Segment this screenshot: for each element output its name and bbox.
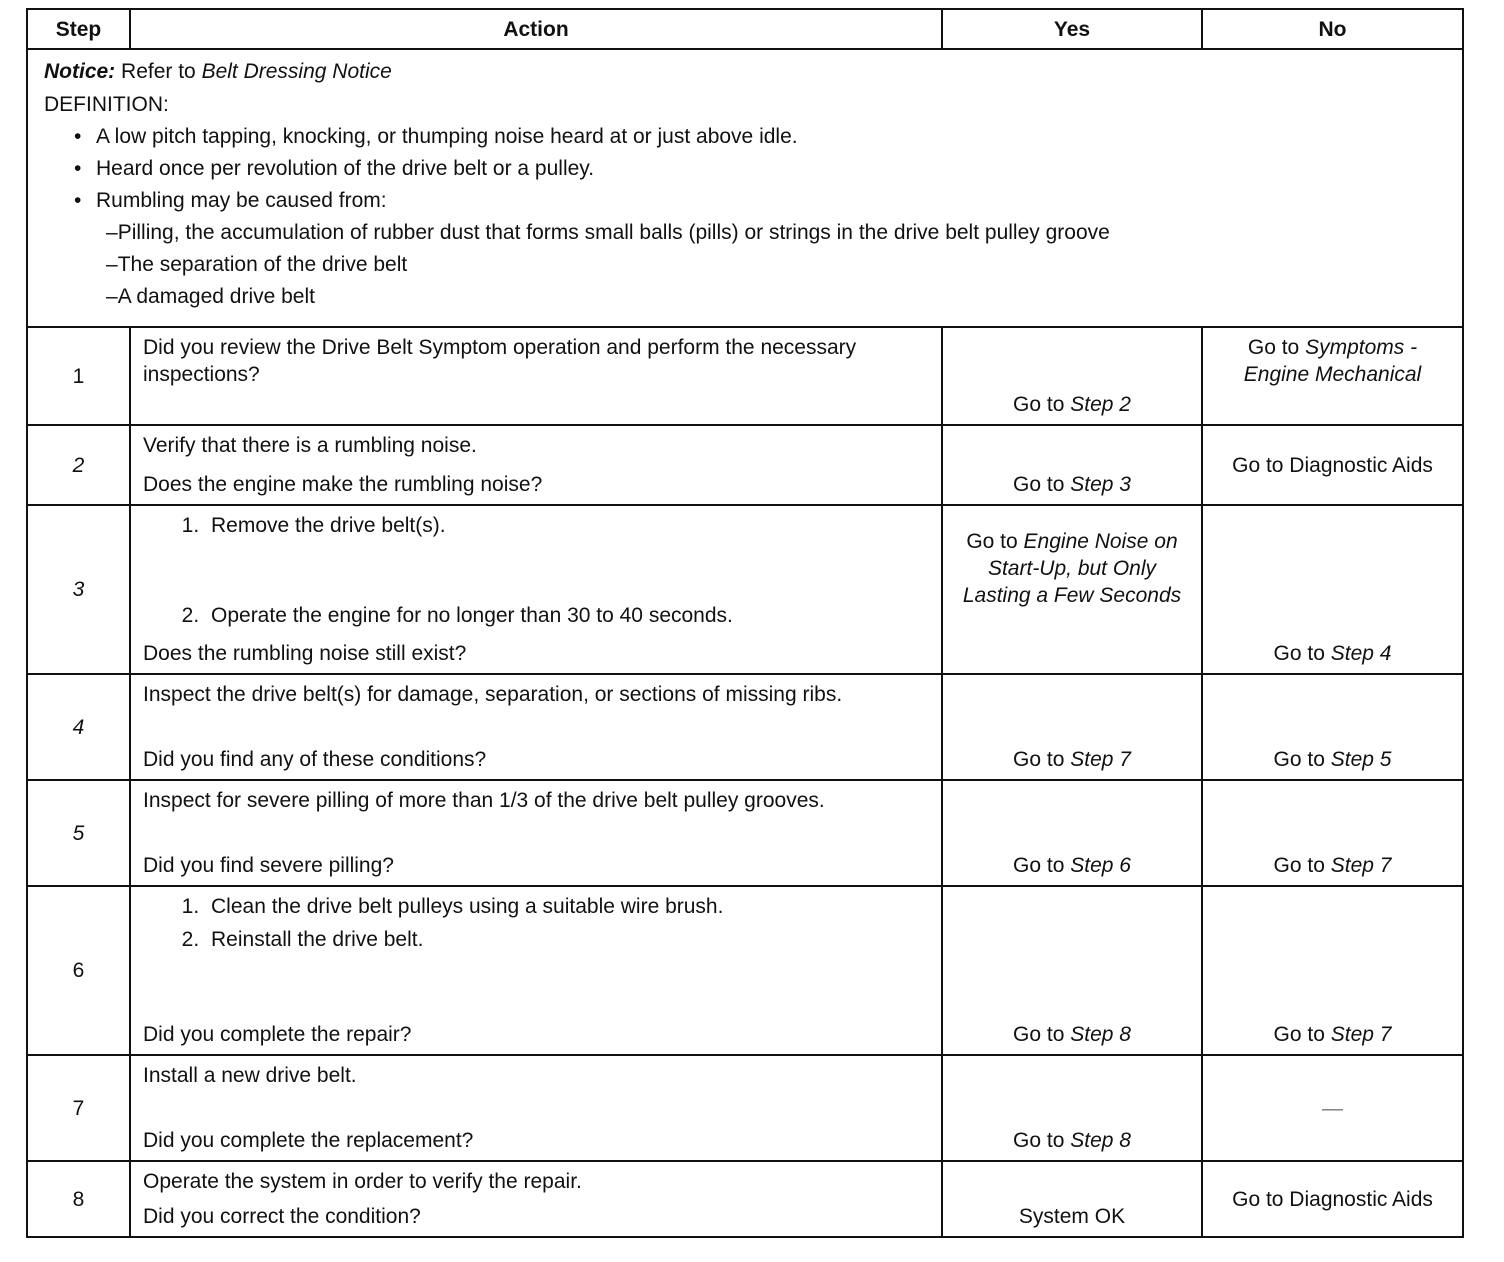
table-row (27, 780, 1463, 886)
question-text: Did you complete the replacement? (143, 1129, 474, 1152)
yes-cell (942, 1055, 1202, 1161)
question-text: Did you complete the repair? (143, 1023, 412, 1046)
action-cell (130, 327, 942, 425)
notice-cell (27, 49, 1463, 327)
question-text: Did you find severe pilling? (143, 854, 394, 877)
go-to-text: Go to (1273, 854, 1325, 877)
go-to-text: Go to (1013, 854, 1065, 877)
yes-ref: Engine Noise on Start-Up, but Only Lasting a Few Seconds (962, 530, 1182, 607)
table-row (27, 1055, 1463, 1161)
header-no: No (1202, 9, 1463, 49)
step-number-text: 5 (72, 821, 85, 845)
action-steps (143, 893, 929, 953)
action-text: Install a new drive belt. (143, 1064, 357, 1087)
action-cell (130, 505, 942, 674)
yes-cell (942, 780, 1202, 886)
yes-cell (942, 505, 1202, 674)
step-number (27, 505, 130, 674)
action-steps (143, 512, 929, 629)
table-row (27, 425, 1463, 505)
action-step: 1. Clean the drive belt pulleys using a suitable wire brush. (205, 893, 929, 920)
go-to-text: Go to (1013, 1023, 1065, 1046)
notice-link: Belt Dressing Notice (201, 60, 392, 83)
definition-label: DEFINITION: (44, 93, 169, 116)
no-cell (1202, 674, 1463, 780)
go-to-text: Go to (1013, 393, 1065, 416)
notice-row (27, 49, 1463, 327)
step-number (27, 425, 130, 505)
go-to-text: Go to (1273, 1023, 1325, 1046)
table-row (27, 505, 1463, 674)
definition-item: • A low pitch tapping, knocking, or thumping noise heard at or just above idle. (74, 123, 1448, 150)
no-cell (1202, 886, 1463, 1055)
definition-item: • Heard once per revolution of the drive belt or a pulley. (74, 155, 1448, 182)
go-to-text: Go to (1013, 1129, 1065, 1152)
yes-cell (942, 425, 1202, 505)
go-to-text: Go to (1247, 336, 1300, 359)
definition-list (44, 123, 1448, 310)
action-step: 2. Operate the engine for no longer than 30 to 40 seconds. (205, 602, 929, 629)
question-text: Did you correct the condition? (143, 1205, 421, 1228)
notice-label: Notice: (44, 60, 116, 83)
no-cell (1202, 1161, 1463, 1237)
notice-text: Refer to (121, 60, 196, 83)
no-cell (1202, 425, 1463, 505)
step-number: 7 (27, 1055, 130, 1161)
no-cell (1202, 505, 1463, 674)
action-text: Verify that there is a rumbling noise. (143, 434, 477, 457)
yes-ref: Step 7 (1070, 748, 1131, 771)
action-cell (130, 1055, 942, 1161)
no-ref: Step 7 (1330, 1023, 1392, 1046)
yes-cell (942, 674, 1202, 780)
yes-cell (942, 327, 1202, 425)
go-to-text: Go to (966, 530, 1018, 553)
action-text: Operate the system in order to verify the repair. (143, 1170, 582, 1193)
step-number: 8 (27, 1161, 130, 1237)
yes-ref: Step 6 (1070, 854, 1131, 877)
step-number: 1 (27, 327, 130, 425)
table-row (27, 886, 1463, 1055)
go-to-text: Go to (1013, 748, 1065, 771)
yes-ref: Step 8 (1070, 1129, 1131, 1152)
no-cell (1202, 1055, 1463, 1161)
go-to-text: Go to (1273, 748, 1325, 771)
action-cell (130, 425, 942, 505)
no-cell (1202, 327, 1463, 425)
step-number (27, 674, 130, 780)
action-cell (130, 1161, 942, 1237)
go-to-text: Go to (1013, 473, 1065, 496)
yes-ref: Step 3 (1070, 473, 1131, 496)
step-number-text: 4 (72, 715, 85, 739)
no-ref: Step 5 (1330, 748, 1392, 771)
action-text: Inspect for severe pilling of more than 1/3 of the drive belt pulley grooves. (143, 789, 825, 812)
question-text: Does the rumbling noise still exist? (143, 642, 467, 665)
cause-list (106, 219, 1448, 310)
no-ref: Symptoms - Engine Mechanical (1243, 336, 1422, 386)
action-text: Did you review the Drive Belt Symptom operation and perform the necessary inspections? (143, 336, 857, 386)
yes-ref: Step 2 (1070, 393, 1131, 416)
header-row (27, 9, 1463, 49)
question-text: Did you find any of these conditions? (143, 748, 487, 771)
step-number-text: 2 (72, 453, 85, 477)
yes-ref: Step 8 (1070, 1023, 1131, 1046)
yes-text: System OK (1018, 1205, 1126, 1228)
action-cell (130, 780, 942, 886)
question-text: Does the engine make the rumbling noise? (143, 473, 543, 496)
no-ref: Step 4 (1330, 642, 1392, 665)
action-cell (130, 886, 942, 1055)
action-step: 2. Reinstall the drive belt. (205, 926, 929, 953)
definition-item (74, 187, 1448, 310)
no-text: Go to Diagnostic Aids (1232, 453, 1433, 477)
action-text: Inspect the drive belt(s) for damage, separation, or sections of missing ribs. (143, 683, 843, 706)
cause-item: – A damaged drive belt (106, 283, 1448, 310)
no-cell (1202, 780, 1463, 886)
yes-cell (942, 886, 1202, 1055)
go-to-text: Go to (1273, 642, 1325, 665)
step-number (27, 780, 130, 886)
no-ref: Step 7 (1330, 854, 1392, 877)
yes-cell (942, 1161, 1202, 1237)
table-row (27, 327, 1463, 425)
cause-item: – Pilling, the accumulation of rubber dust that forms small balls (pills) or strings in the drive belt pulley groove (106, 219, 1448, 246)
action-step: 1. Remove the drive belt(s). (205, 512, 929, 539)
no-text: — (1322, 1096, 1343, 1120)
table-row (27, 1161, 1463, 1237)
step-number-text: 3 (72, 578, 85, 601)
step-number: 6 (27, 886, 130, 1055)
definition-item-text: Rumbling may be caused from: (96, 189, 387, 212)
cause-item: – The separation of the drive belt (106, 251, 1448, 278)
header-action: Action (130, 9, 942, 49)
table-row (27, 674, 1463, 780)
no-text: Go to Diagnostic Aids (1232, 1187, 1433, 1211)
diagnostic-table (26, 8, 1464, 1238)
notice-line (44, 58, 1448, 85)
header-yes: Yes (942, 9, 1202, 49)
header-step: Step (27, 9, 130, 49)
action-cell (130, 674, 942, 780)
